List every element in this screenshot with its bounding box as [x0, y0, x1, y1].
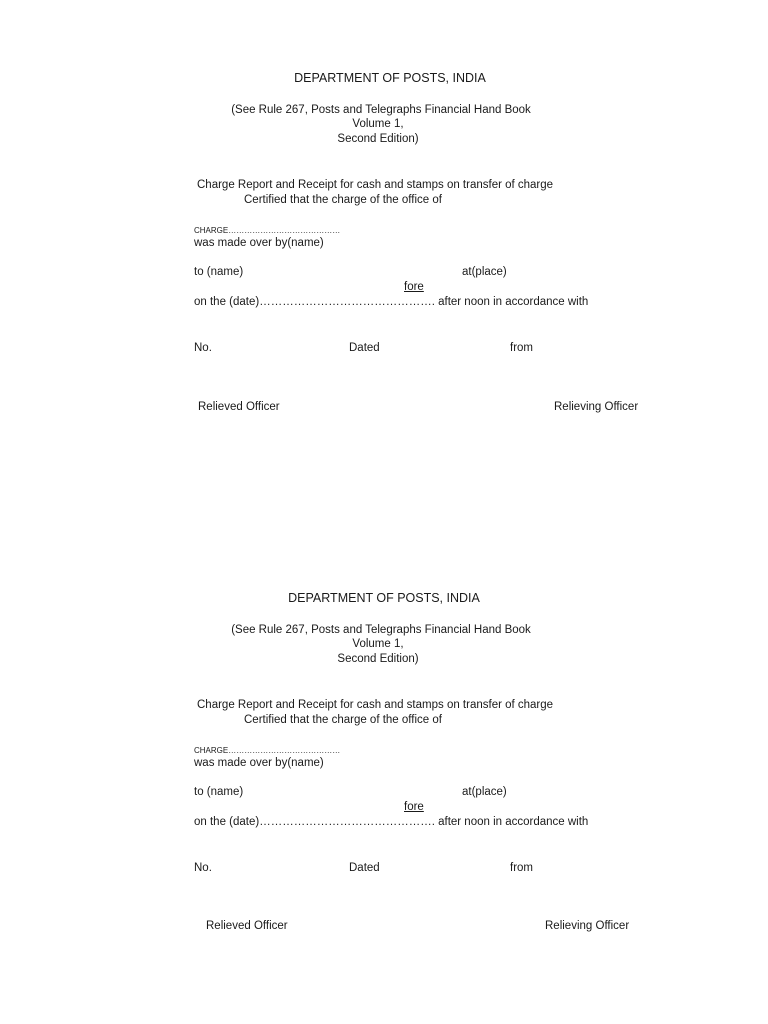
from-label: from	[510, 342, 533, 354]
volume-line: Volume 1,	[352, 118, 404, 130]
date-line: on the (date)………………………………………. after noon in accordance with	[194, 296, 589, 308]
made-over-label: was made over by(name)	[194, 237, 324, 249]
relieved-officer-label: Relieved Officer	[206, 920, 288, 932]
to-name-label: to (name)	[194, 266, 244, 278]
rule-reference: (See Rule 267, Posts and Telegraphs Financial Hand Book	[231, 624, 531, 636]
charge-report-form-2	[0, 520, 768, 1020]
at-place-label: at(place)	[462, 266, 507, 278]
dated-label: Dated	[349, 862, 380, 874]
edition-line: Second Edition)	[337, 133, 419, 145]
report-heading: Charge Report and Receipt for cash and stamps on transfer of charge	[197, 179, 554, 191]
certified-line: Certified that the charge of the office of	[244, 714, 442, 726]
report-heading: Charge Report and Receipt for cash and stamps on transfer of charge	[197, 699, 554, 711]
number-label: No.	[194, 862, 212, 874]
number-label: No.	[194, 342, 212, 354]
charge-report-form-1	[0, 0, 768, 500]
dated-label: Dated	[349, 342, 380, 354]
volume-line: Volume 1,	[352, 638, 404, 650]
charge-label: CHARGE……………………………………	[194, 746, 341, 755]
fore-label: fore	[404, 801, 424, 813]
form-title: DEPARTMENT OF POSTS, INDIA	[288, 591, 480, 605]
relieving-officer-label: Relieving Officer	[545, 920, 630, 932]
made-over-label: was made over by(name)	[194, 757, 324, 769]
charge-label: CHARGE……………………………………	[194, 226, 341, 235]
rule-reference: (See Rule 267, Posts and Telegraphs Financial Hand Book	[231, 104, 531, 116]
fore-label: fore	[404, 281, 424, 293]
to-name-label: to (name)	[194, 786, 244, 798]
from-label: from	[510, 862, 533, 874]
date-line: on the (date)………………………………………. after noon in accordance with	[194, 816, 589, 828]
form-title: DEPARTMENT OF POSTS, INDIA	[294, 71, 486, 85]
relieved-officer-label: Relieved Officer	[198, 401, 280, 413]
edition-line: Second Edition)	[337, 653, 419, 665]
certified-line: Certified that the charge of the office of	[244, 194, 442, 206]
at-place-label: at(place)	[462, 786, 507, 798]
relieving-officer-label: Relieving Officer	[554, 401, 639, 413]
